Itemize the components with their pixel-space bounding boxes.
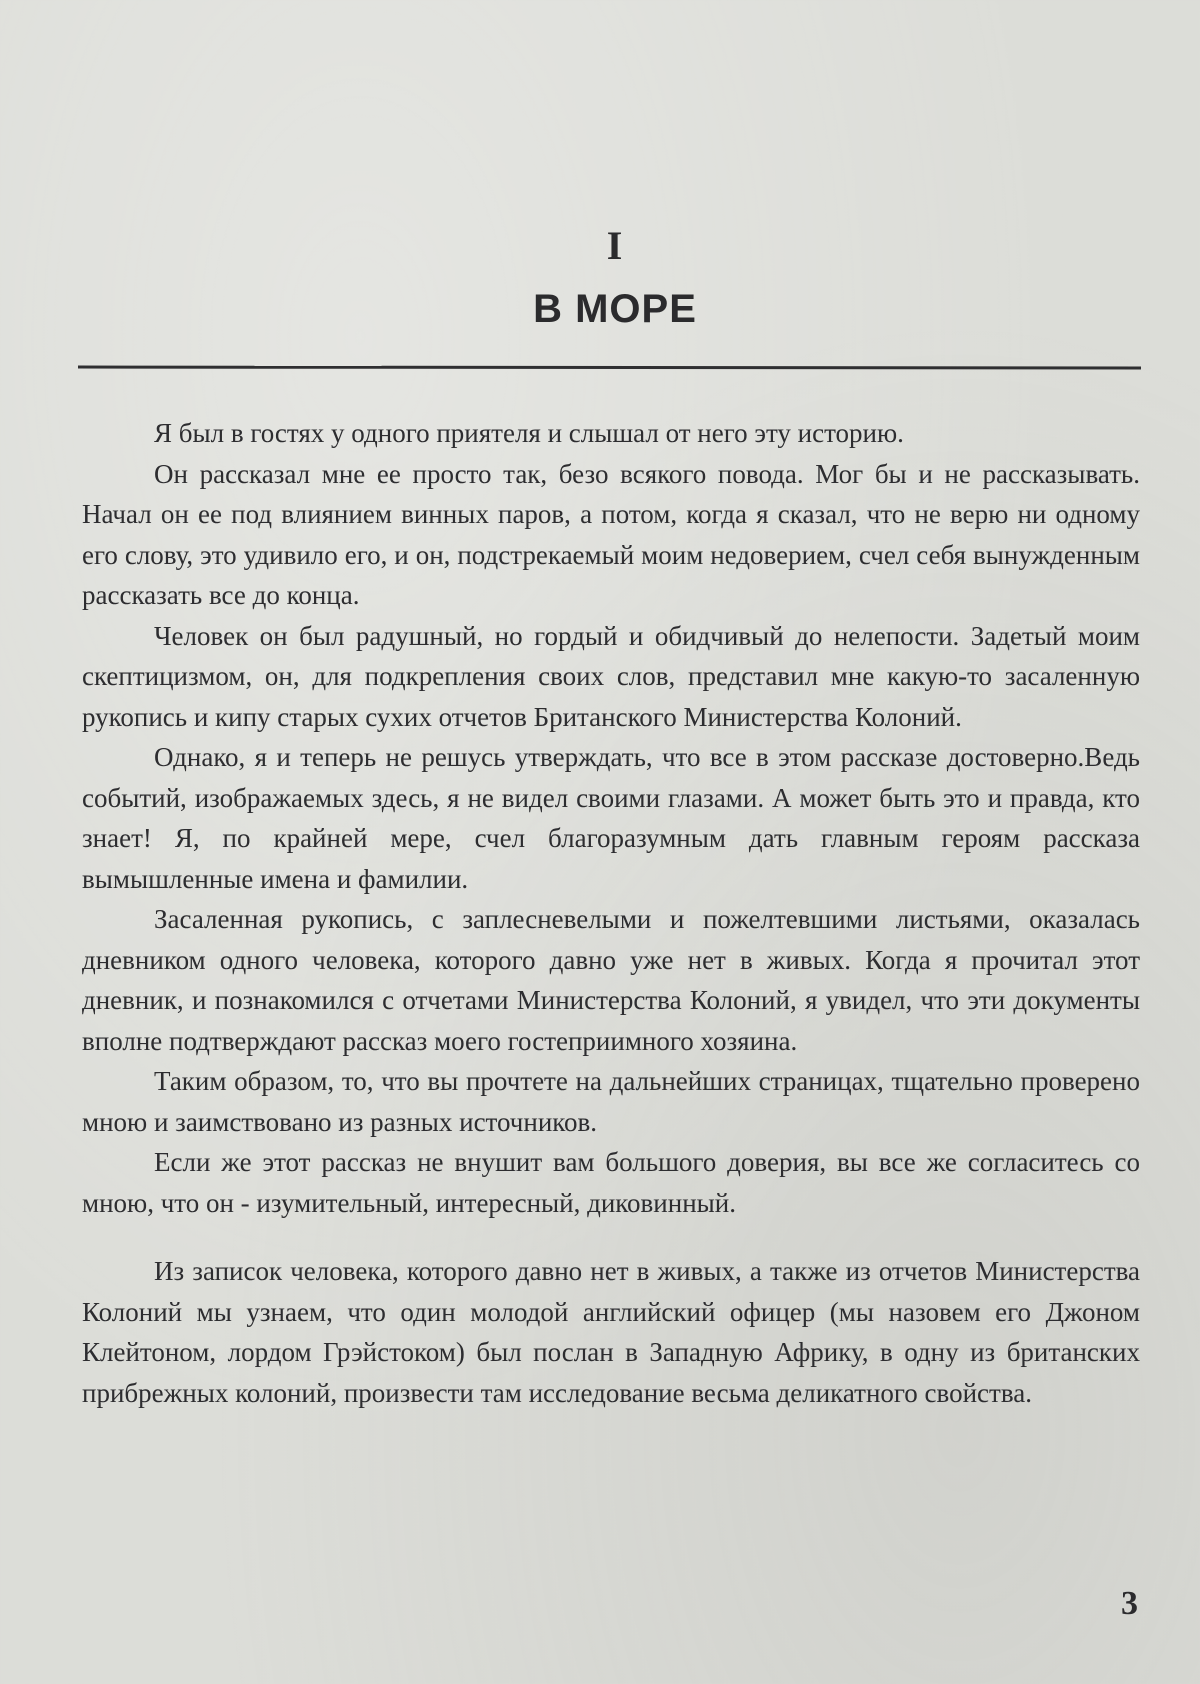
paragraph: Я был в гостях у одного приятеля и слышал от него эту историю. [154,418,904,448]
paragraph: Человек он был радушный, но гордый и обидчивый до нелепости. Задетый моим скептицизмом, он, для подкрепления своих слов, представил мне какую-то засаленную рукопись и кипу старых сухих отчетов Британского Министерства Колоний. [82,620,1140,732]
paragraph: Засаленная рукопись, с заплесневелыми и пожелтевшими листьями, оказалась дневником одного человека, которого давно уже нет в живых. Когда я прочитал этот дневник, и познакомился с отчетами Министерства Колоний, я увидел, что эти документы вполне подтверждают рассказ моего гостеприимного хозяина. [82,904,1140,1056]
page-number: 3 [1121,1585,1138,1622]
paragraph: Из записок человека, которого давно нет в живых, а также из отчетов Министерства Колоний мы узнаем, что один молодой английский офицер (мы назовем его Джоном Клейтоном, лордом Грэйстоком) был послан в Западную Африку, в одну из британских прибрежных колоний, произвести там исследование весьма деликатного свойства. [82,1256,1140,1408]
title-rule [78,366,1141,370]
paragraph: Он рассказал мне ее просто так, безо всякого повода. Мог бы и не рассказывать. Начал он ее под влиянием винных паров, а потом, когда я сказал, что не верю ни одному его слову, это удивило его, и он, подстрекаемый моим недоверием, счел себя вынужденным рассказать все до конца. [82,458,1140,610]
body-text [82,413,1140,1413]
chapter-title: В МОРЕ [533,287,697,331]
paragraph: Таким образом, то, что вы прочтете на дальнейших страницах, тщательно проверено мною и заимствовано из разных источников. [82,1066,1140,1137]
paragraph: Если же этот рассказ не внушит вам большого доверия, вы все же согласитесь со мною, что он - изумительный, интересный, диковинный. [82,1147,1140,1218]
paragraph: Однако, я и теперь не решусь утверждать, что все в этом рассказе достоверно.Ведь событий, изображаемых здесь, я не видел своими глазами. А может быть это и правда, кто знает! Я, по крайней мере, счел благоразумным дать главным героям рассказа вымышленные имена и фамилии. [82,742,1140,894]
chapter-number: I [606,223,624,268]
